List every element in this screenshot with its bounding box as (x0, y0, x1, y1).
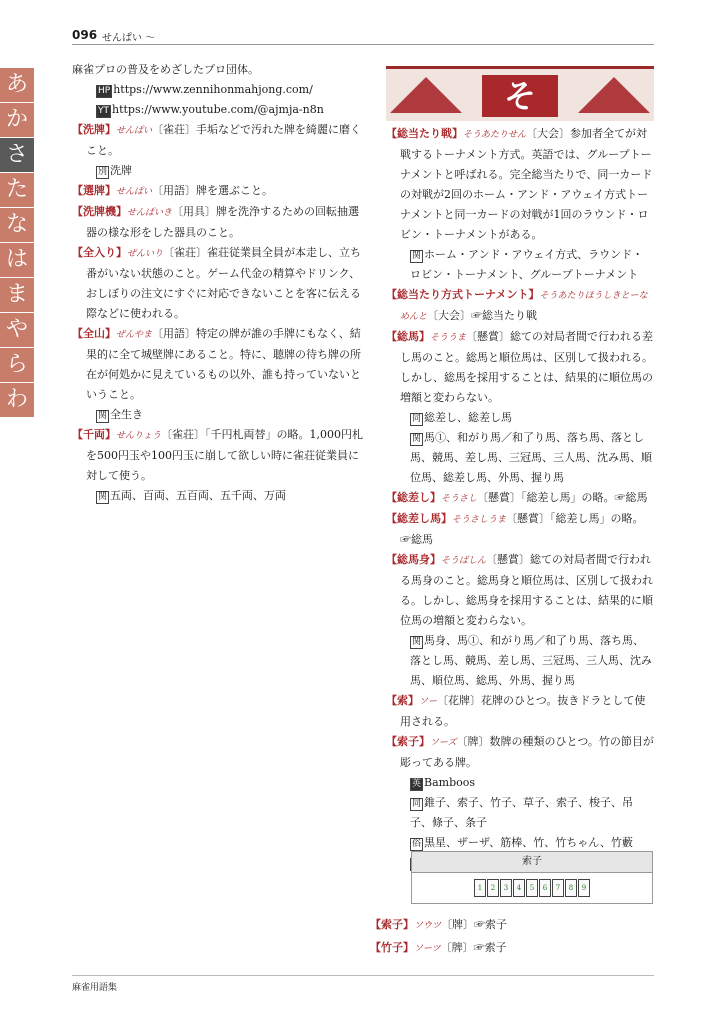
tag: 関 (98, 492, 108, 502)
banner-ornament-right (578, 77, 650, 113)
entry-souatarisen (386, 124, 654, 245)
hp-url[interactable]: https://www.zennihonmahjong.com/ (113, 83, 313, 96)
related-text: ホーム・アンド・アウェイ方式、ラウンド・ロビン・トーナメント、グループトーナメント (410, 248, 644, 281)
tag: 関 (412, 434, 422, 444)
bamboo-tile-2: 2 (487, 879, 499, 897)
definition: 〔雀荘〕手垢などで汚れた牌を綺麗に磨くこと。 (86, 123, 362, 157)
kana-tab-ha[interactable]: は (0, 243, 34, 277)
entry-senryou (72, 425, 368, 486)
footer-title: 麻雀用語集 (72, 983, 118, 993)
definition: 〔懸賞〕「総差し馬」の略。☞総馬 (477, 491, 648, 504)
definition: 〔大会〕☞総当たり戦 (427, 309, 538, 322)
bamboo-tile-9: 9 (578, 879, 590, 897)
entry-senpai-select (72, 181, 368, 202)
english (386, 773, 654, 793)
reading: ソー (419, 697, 438, 707)
kana-tab-na[interactable]: な (0, 208, 34, 242)
kana-tab-wa[interactable]: わ (0, 383, 34, 417)
related (386, 428, 654, 488)
definition: 〔用語〕特定の牌が誰の手牌にもなく、結果的に全て城壁牌にあること。特に、聴牌の待ち牌の所在が何処かに見えているもの以外、誰も持っていないということ。 (86, 327, 361, 401)
tag: 関 (98, 411, 108, 421)
headword: 【総差し】 (386, 491, 441, 504)
tag: 別 (98, 167, 108, 177)
headword: 【総差し馬】 (386, 512, 452, 525)
related-text: 全生き (110, 408, 144, 421)
entry-zenyama (72, 324, 368, 405)
tag: 俗 (412, 839, 422, 849)
reading: せんぱい (116, 126, 153, 136)
page-header (72, 28, 654, 45)
entry-sousashi (386, 488, 654, 509)
headword: 【索子】 (370, 918, 414, 931)
definition: 〔用具〕牌を洗浄するための回転抽選器の様な形をした器具のこと。 (86, 205, 360, 239)
synonyms (386, 408, 654, 428)
reading: そうさし (441, 494, 478, 504)
entry-chikushi (370, 937, 654, 960)
related (386, 245, 654, 285)
related-text: 黒星、ザーザ、筋棒、竹、竹ちゃん、竹藪 (424, 836, 633, 849)
entry-souzu (386, 732, 654, 773)
entry-soubashin (386, 550, 654, 631)
tail-entries (370, 914, 654, 960)
reading: ぜんいり (127, 249, 164, 259)
bamboo-tile-4: 4 (513, 879, 525, 897)
entry-souatari-tournament (386, 285, 654, 327)
definition: 〔牌〕数牌の種類のひとつ。竹の節目が彫ってある牌。 (400, 735, 654, 769)
kana-tab-ra[interactable]: ら (0, 348, 34, 382)
yt-tag: YT (98, 106, 109, 116)
intro-text: 麻雀プロの普及をめざしたプロ団体。 (72, 63, 259, 76)
bamboo-tile-7: 7 (552, 879, 564, 897)
headword: 【総馬身】 (386, 553, 441, 566)
reading: せんぱいき (127, 208, 173, 218)
definition: 〔懸賞〕総ての対局者間で行われる馬身のこと。総馬身と順位馬は、区別して扱われる。しかし、総馬身を採用することは、結果的に順位馬の増額と変わらない。 (400, 553, 653, 627)
related-text: 錐子、索子、竹子、草子、索子、梭子、吊子、條子、条子 (410, 796, 634, 829)
entry-so-flower (386, 691, 654, 732)
related (72, 405, 368, 425)
related (386, 631, 654, 691)
definition: 〔雀荘〕「千円札両替」の略。1,000円札を500円玉や100円玉に崩して欲しい時に雀荘従業員に対して使う。 (86, 428, 364, 482)
tag: 同 (412, 799, 422, 809)
headword: 【全山】 (72, 327, 116, 340)
entry-sousashiuma (386, 509, 654, 550)
headword: 【千両】 (72, 428, 116, 441)
kana-tab-a[interactable]: あ (0, 68, 34, 102)
headword: 【竹子】 (370, 941, 414, 954)
tile-row (412, 873, 652, 903)
entry-zeniri (72, 243, 368, 324)
bamboo-tile-8: 8 (565, 879, 577, 897)
tag: 同 (412, 414, 422, 424)
related-text: 馬身、馬①、和がり馬／和了り馬、落ち馬、落とし馬、競馬、差し馬、三冠馬、三人馬、沈み馬、順位馬、総馬、外馬、握り馬 (410, 634, 652, 687)
headword: 【総当たり方式トーナメント】 (386, 288, 540, 301)
synonyms (386, 793, 654, 833)
definition: 〔懸賞〕「総差し馬」の略。☞総馬 (400, 512, 644, 546)
headword: 【索】 (386, 694, 419, 707)
headword: 【索子】 (386, 735, 430, 748)
entry-souuma (386, 327, 654, 408)
reading: そうあたりほうしきとーなめんと (400, 291, 648, 322)
reading: ソーツ (414, 944, 441, 954)
tag: 関 (412, 251, 422, 261)
related-text: 総差し、総差し馬 (424, 411, 513, 424)
related (72, 486, 368, 506)
bamboo-tile-6: 6 (539, 879, 551, 897)
related-text: 馬①、和がり馬／和了り馬、落ち馬、落とし馬、競馬、差し馬、三冠馬、三人馬、沈み馬、順位馬、総差し馬、外馬、握り馬 (410, 431, 652, 484)
bamboo-tile-3: 3 (500, 879, 512, 897)
related-text: 五両、百両、五百両、五千両、万両 (110, 489, 287, 502)
definition: 〔雀荘〕雀荘従業員全員が本走し、立ち番がいない状態のこと。ゲーム代金の精算やドリンク、おしぼりの注文にすぐに対応できないことを客に伝える際などに使われる。 (86, 246, 362, 320)
tile-table-header: 索子 (412, 852, 652, 873)
section-char: そ (482, 75, 558, 117)
definition: 〔大会〕参加者全てが対戦するトーナメント方式。英語では、グループトーナメントと呼ばれる。完全総当たりで、同一カードの対戦が2回のホーム・アンド・アウェイ方式トーナメントと同一カードの対戦が1回のラウンド・ロビン・トーナメントがある。 (400, 127, 653, 241)
banner-ornament-left (390, 77, 462, 113)
definition: 〔牌〕☞索子 (441, 918, 508, 931)
entry-soutsu (370, 914, 654, 937)
reading: そううま (430, 333, 467, 343)
reading: ぜんやま (116, 330, 153, 340)
kana-tab-ya[interactable]: や (0, 313, 34, 347)
kana-tab-ma[interactable]: ま (0, 278, 34, 312)
kana-tab-ta[interactable]: た (0, 173, 34, 207)
headword: 【選牌】 (72, 184, 116, 197)
kana-tab-ka[interactable]: か (0, 103, 34, 137)
reading: せんぱい (116, 187, 153, 197)
yt-link[interactable] (72, 100, 368, 120)
related (72, 161, 368, 181)
page-number: 096 (72, 28, 98, 42)
kana-tab-sa[interactable]: さ (0, 138, 34, 172)
definition: 〔花牌〕花牌のひとつ。抜きドラとして使用される。 (400, 694, 646, 728)
headword: 【全入り】 (72, 246, 127, 259)
reading: せんりょう (116, 431, 162, 441)
related-text: 洗牌 (110, 164, 133, 177)
reading: ソウツ (414, 921, 442, 931)
tag: 関 (412, 637, 422, 647)
headword: 【総当たり戦】 (386, 127, 463, 140)
souzu-tile-table (411, 851, 653, 904)
headword: 【洗牌機】 (72, 205, 127, 218)
definition: 〔用語〕牌を選ぶこと。 (152, 184, 274, 197)
reading: そうさしうま (452, 515, 507, 525)
related-text: Bamboos (424, 776, 476, 789)
left-column (72, 60, 368, 506)
section-banner (386, 66, 654, 121)
page-footer (72, 975, 654, 993)
entry-senpaiki (72, 202, 368, 243)
definition: 〔牌〕☞索子 (440, 941, 507, 954)
hp-link[interactable] (72, 80, 368, 100)
headword: 【洗牌】 (72, 123, 116, 136)
headword: 【総馬】 (386, 330, 430, 343)
reading: そうばしん (441, 556, 487, 566)
bamboo-tile-5: 5 (526, 879, 538, 897)
tag: 英 (412, 779, 422, 789)
kana-index (0, 68, 34, 418)
bamboo-tile-1: 1 (474, 879, 486, 897)
right-column (386, 124, 654, 873)
yt-url[interactable]: https://www.youtube.com/@ajmja-n8n (112, 103, 324, 116)
definition: 〔懸賞〕総ての対局者間で行われる差し馬のこと。総馬と順位馬は、区別して扱われる。しかし、総馬を採用することは、結果的に順位馬の増額と変わらない。 (400, 330, 654, 404)
entry-senpai (72, 120, 368, 161)
running-head: せんぱい ～ (102, 33, 156, 44)
reading: そうあたりせん (463, 130, 527, 140)
slang (386, 833, 654, 853)
reading: ソーズ (430, 738, 457, 748)
hp-tag: HP (98, 86, 111, 96)
